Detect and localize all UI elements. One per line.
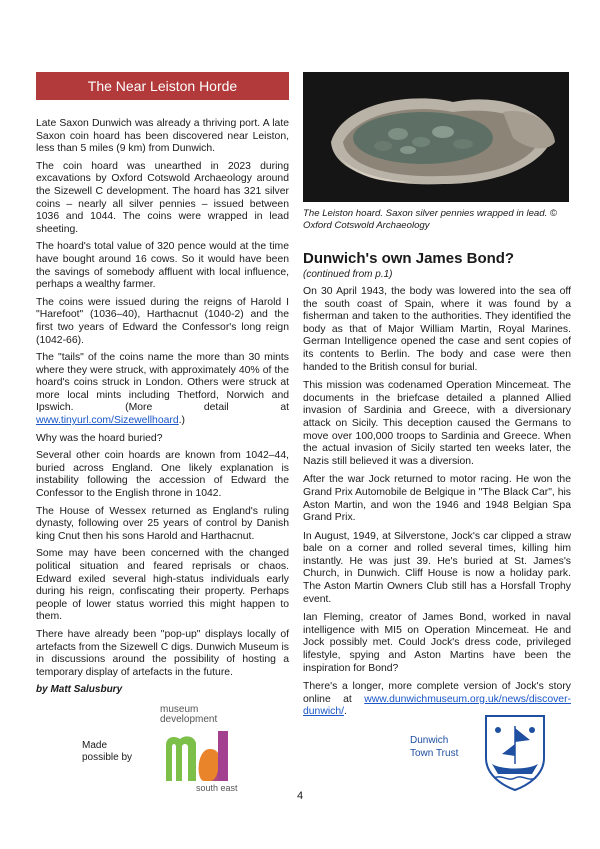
trust-line-2: Town Trust — [410, 748, 459, 759]
bond-paragraph: In August, 1949, at Silverstone, Jock's car clipped a straw bale on a corner and rolled several times, killing him instantly. He was just 39. He's buried at St. James's Church, in Dunwich. Cliff House is now a holiday park. The Aston Martin Owners Club still has a Horsfall Trophy event. — [303, 530, 571, 605]
bond-heading: Dunwich's own James Bond? — [303, 250, 515, 267]
bond-paragraph: After the war Jock returned to motor racing. He won the Grand Prix Automobile de Belgique in "The Black Car", his Aston Martin, and won the 1946 and 1948 Belgian Spa Grand Prix. — [303, 474, 571, 524]
page-number: 4 — [296, 790, 304, 802]
bond-paragraph: This mission was codenamed Operation Mincemeat. The documents in the briefcase detailed a planned Allied invasion of Sardinia and Greece, with a diversionary attack on Sicily. This deception caused the Germans to move over 100,000 troops to Sardinia and Greece. When the actual invasion of Sicily started ten weeks later, the Nazis still believed it was a diversion. — [303, 380, 571, 467]
mints-text-end: .) — [178, 415, 185, 427]
made-possible-by — [82, 740, 132, 764]
byline: by Matt Salusbury — [36, 684, 123, 696]
longer-text: There's a longer, more complete version of Jock's story online at — [303, 681, 571, 705]
md-logo-museum: museum — [160, 704, 199, 715]
md-logo-south-east: south east — [196, 783, 238, 793]
left-column — [36, 72, 289, 695]
bond-subheading: (continued from p.1) — [303, 269, 393, 280]
made-line-2: possible by — [82, 752, 133, 763]
right-column — [303, 72, 571, 725]
made-line-1: Made — [82, 740, 108, 751]
article-paragraph-mints — [36, 352, 289, 428]
article-question: Why was the hoard buried? — [36, 432, 163, 444]
article-paragraph: The hoard's total value of 320 pence would at the time have bought around 16 cows. So it would have been the savings of somebody affluent with local influence, perhaps a wealthy farmer. — [36, 241, 289, 291]
bond-paragraph: Ian Fleming, creator of James Bond, worked in naval intelligence with MI5 on Operation Mincemeat. He and Jock possibly met. Could Jock's dress code, privileged lifestyle, spying and Aston Martins have been the inspiration for Bond? — [303, 612, 571, 674]
article-paragraph: The House of Wessex returned as England's ruling dynasty, following over 25 years of control by Danish king Cnut then his sons Harold and Harthacnut. — [36, 505, 289, 542]
mints-text: The "tails" of the coins name the more than 30 mints where they were struck, with approximately 40% of the hoard's coins struck in London. Others were struck at more local mints including Thetford, Norwich and Ipswich. (More detail at — [36, 352, 289, 414]
md-logo-text-top — [160, 705, 260, 725]
photo-caption: The Leiston hoard. Saxon silver pennies wrapped in lead. © Oxford Cotswold Archaeology — [303, 208, 557, 231]
dunwich-town-trust — [410, 734, 458, 760]
town-trust-crest-icon — [482, 712, 548, 792]
trust-line-1: Dunwich — [410, 735, 449, 746]
article-paragraph: Some may have been concerned with the changed political situation and feared reprisals or chaos. Edward exiled several high-status individuals early during his reign, confiscating their property. Perhaps people of lower status worried this might happen to them. — [36, 548, 289, 623]
museum-development-logo — [160, 705, 260, 791]
article-paragraph: The coins were issued during the reigns of Harold I "Harefoot" (1036–40), Harthacnut (1040-2) and the first two years of Edward the Confessor's long reign (1042-66). — [36, 296, 289, 346]
article-title: The Near Leiston Horde — [36, 72, 289, 100]
longer-text-end: . — [344, 706, 347, 718]
hoard-photo-image — [303, 72, 569, 202]
sizewell-hoard-link[interactable]: www.tinyurl.com/Sizewellhoard — [36, 415, 179, 427]
article-paragraph: The coin hoard was unearthed in 2023 during excavations by Oxford Cotswold Archaeology around the Sizewell C development. The hoard has 321 silver coins – nearly all silver pennies – issued between 1036 and 1044. The coins were wrapped in lead sheeting. — [36, 160, 289, 235]
md-logo-mark — [160, 725, 260, 785]
md-logo-development: development — [160, 714, 218, 725]
article-paragraph: Late Saxon Dunwich was already a thriving port. A late Saxon coin hoard has been discovered near Leiston, less than 5 miles (9 km) from Dunwich. — [36, 118, 289, 155]
article-paragraph: There have already been "pop-up" displays locally of artefacts from the Sizewell C digs. Dunwich Museum is in discussions around the possibility of hosting a temporary display of artefacts in the future. — [36, 628, 289, 678]
article-paragraph: Several other coin hoards are known from 1042–44, buried across England. One likely explanation is instability following the accession of Edward the Confessor to the English throne in 1042. — [36, 450, 289, 500]
dunwich-museum-link[interactable]: www.dunwichmuseum.org.uk/news/discover-dunwich/ — [303, 693, 571, 718]
hoard-photo — [303, 72, 569, 202]
bond-paragraph: On 30 April 1943, the body was lowered into the sea off the south coast of Spain, where it was found by a fisherman and taken to the authorities. They identified the body as that of Major William Martin, Royal Marines. German Intelligence opened the case and sent copies of its contents to Berlin. The body and case were then handed to the British consul for burial. — [303, 286, 571, 373]
